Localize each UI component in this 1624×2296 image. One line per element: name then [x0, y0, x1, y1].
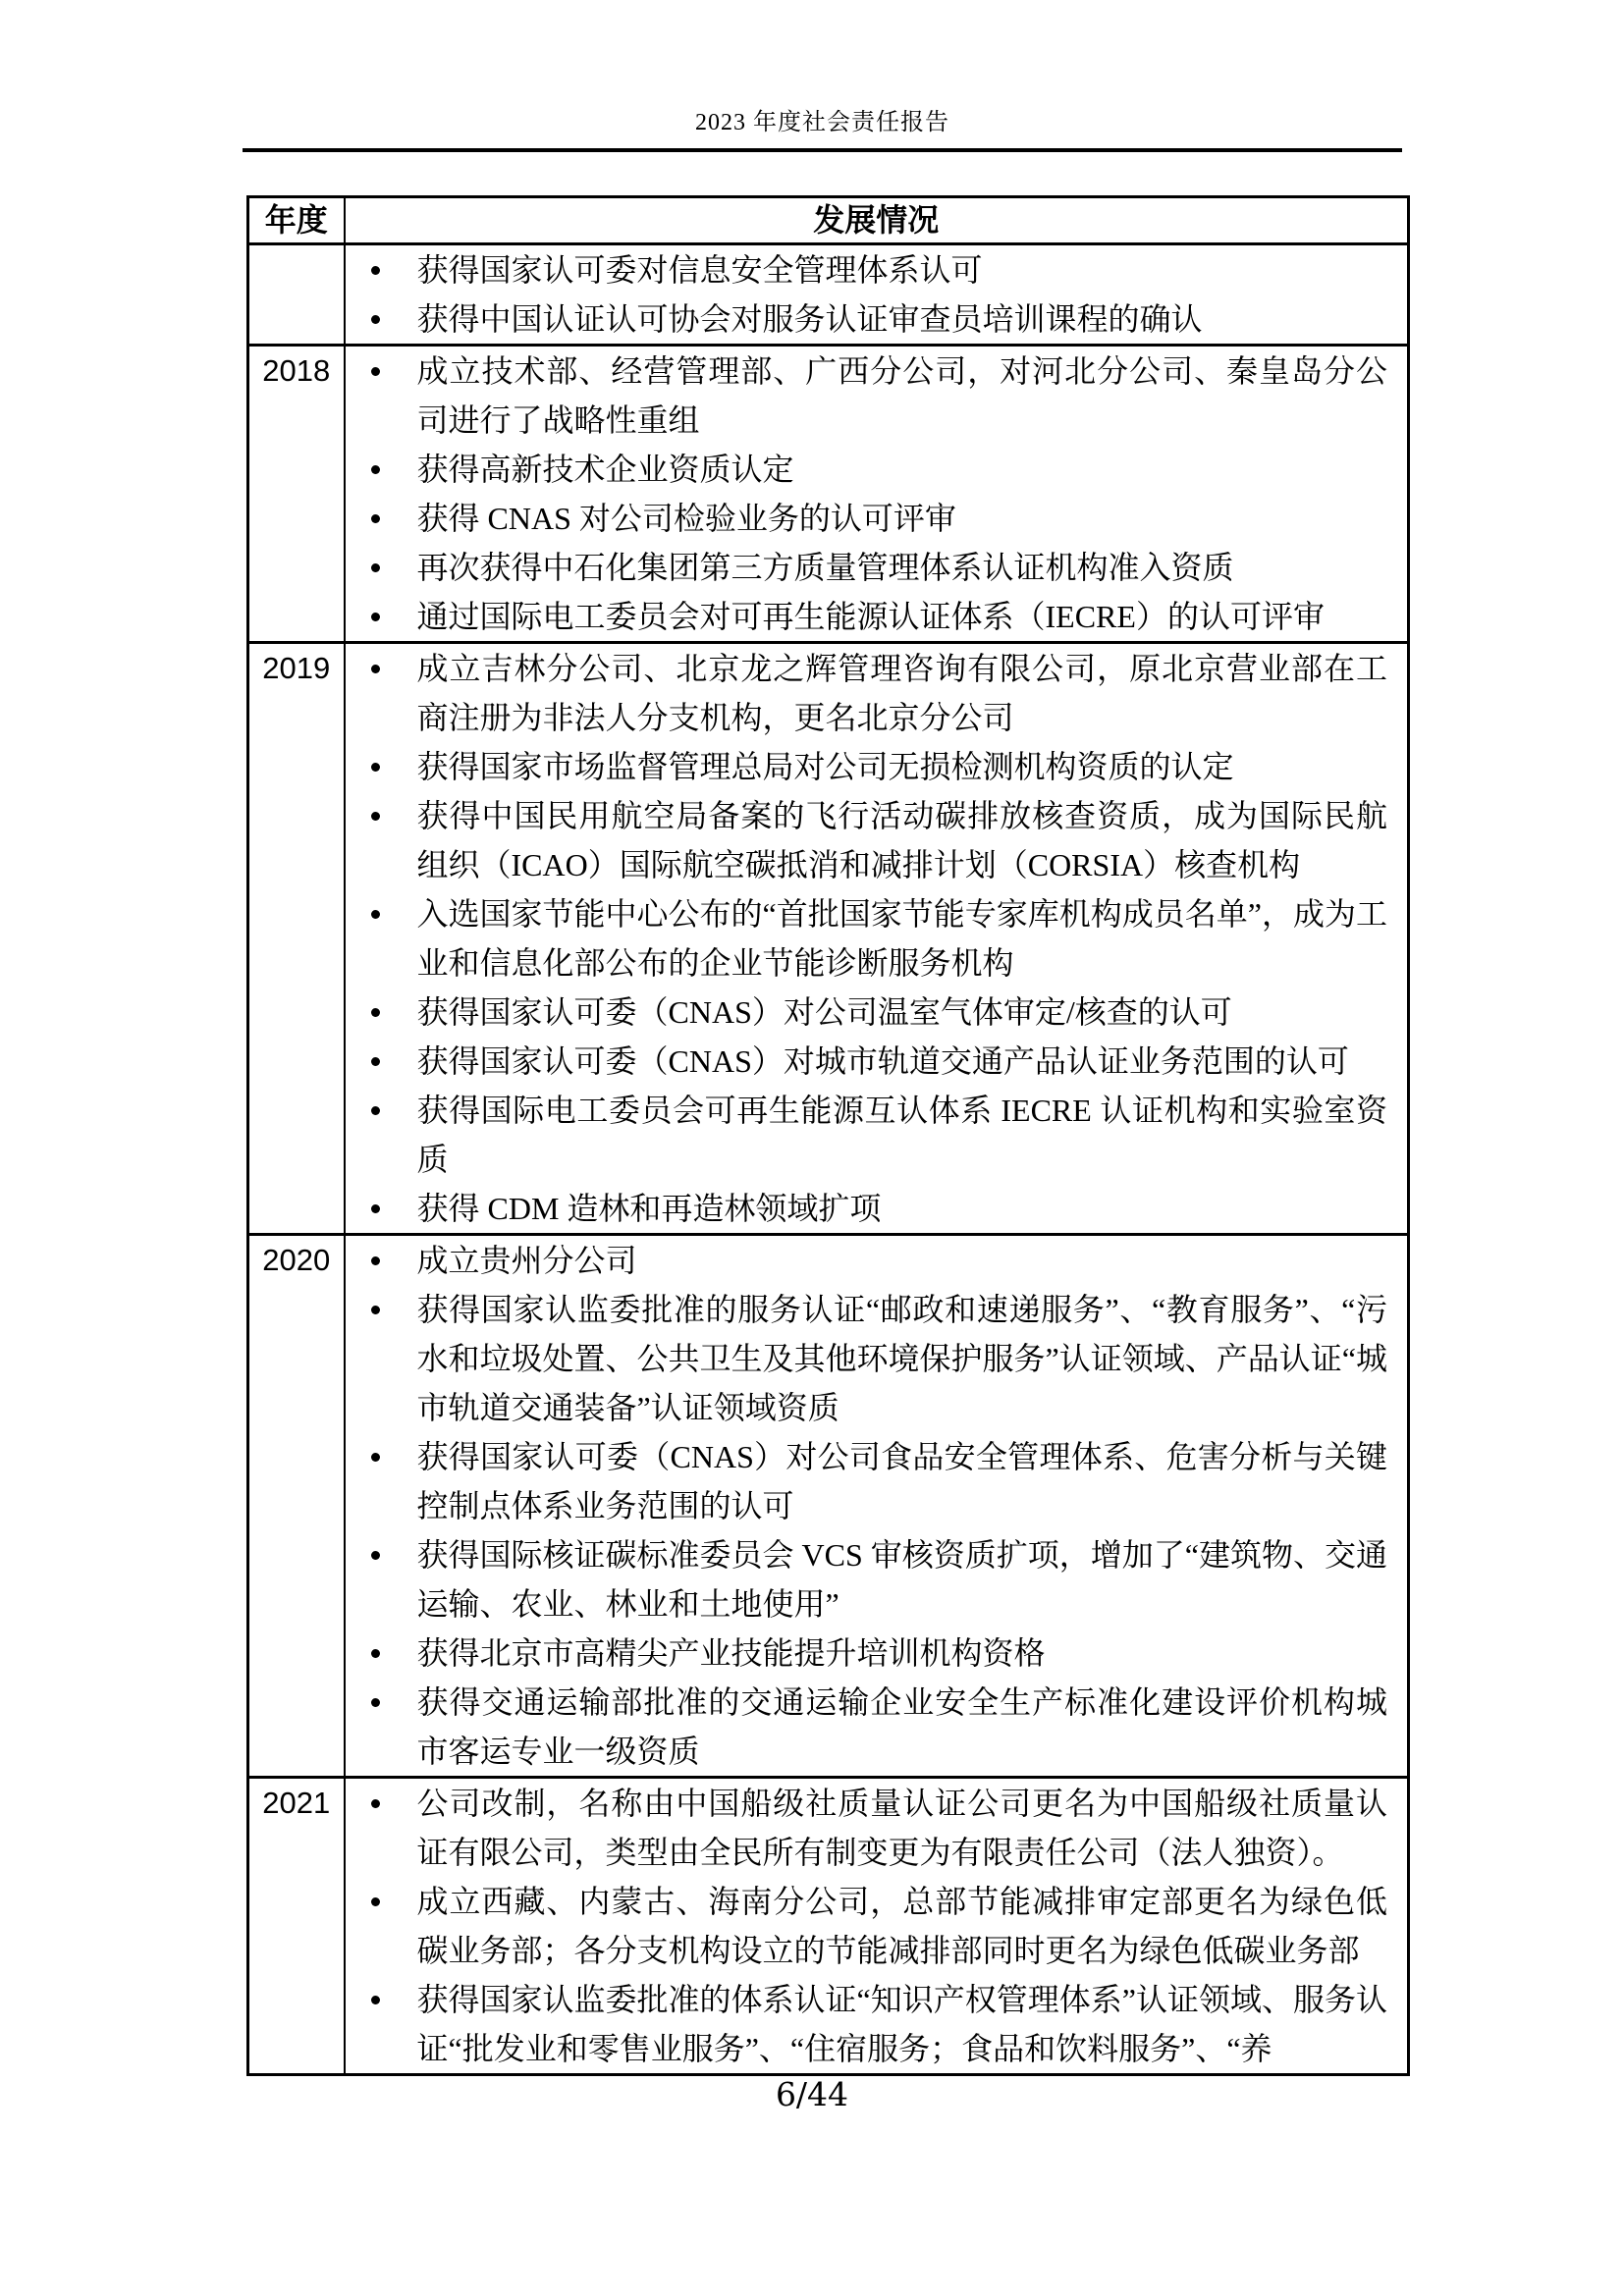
list-item — [346, 742, 1408, 791]
list-item — [346, 1432, 1408, 1530]
bullet-icon — [371, 665, 380, 673]
list-item — [346, 988, 1408, 1037]
list-item — [346, 791, 1408, 889]
table-header-row — [248, 197, 1409, 244]
milestone-text: 获得国家认可委（CNAS）对公司食品安全管理体系、危害分析与关键控制点体系业务范围的认可 — [416, 1439, 1387, 1523]
bullet-icon — [371, 1008, 380, 1017]
page-number: 6/44 — [775, 2075, 849, 2113]
milestone-text: 获得国际电工委员会可再生能源互认体系 IECRE 认证机构和实验室资质 — [416, 1093, 1387, 1177]
list-item — [346, 592, 1408, 641]
header-rule — [243, 148, 1402, 152]
table-row — [248, 244, 1409, 346]
milestone-text: 获得高新技术企业资质认定 — [416, 452, 794, 487]
milestone-text: 成立吉林分公司、北京龙之辉管理咨询有限公司，原北京营业部在工商注册为非法人分支机构，更名北京分公司 — [416, 651, 1387, 735]
bullet-icon — [371, 367, 380, 376]
year-cell — [248, 244, 345, 346]
list-item — [346, 1037, 1408, 1086]
table-row — [248, 1235, 1409, 1778]
milestone-text: 获得国家市场监督管理总局对公司无损检测机构资质的认定 — [416, 749, 1234, 784]
bullet-icon — [371, 266, 380, 275]
milestone-text: 获得国家认监委批准的体系认证“知识产权管理体系”认证领域、服务认证“批发业和零售业服务”、“住宿服务；食品和饮料服务”、“养 — [416, 1982, 1387, 2066]
milestone-text: 获得国家认监委批准的服务认证“邮政和速递服务”、“教育服务”、“污水和垃圾处置、公共卫生及其他环境保护服务”认证领域、产品认证“城市轨道交通装备”认证领域资质 — [416, 1292, 1387, 1425]
list-item — [346, 1086, 1408, 1184]
milestone-text: 获得 CDM 造林和再造林领域扩项 — [416, 1191, 882, 1226]
list-item — [346, 1975, 1408, 2073]
list-item — [346, 294, 1408, 344]
list-item — [346, 1285, 1408, 1432]
bullet-icon — [371, 910, 380, 919]
milestone-text: 入选国家节能中心公布的“首批国家节能专家库机构成员名单”，成为工业和信息化部公布的企业节能诊断服务机构 — [416, 896, 1387, 981]
milestone-text: 获得中国认证认可协会对服务认证审查员培训课程的确认 — [416, 301, 1203, 337]
year-cell: 2019 — [248, 643, 345, 1235]
bullet-icon — [371, 763, 380, 772]
bullet-icon — [371, 514, 380, 523]
development-cell — [345, 1778, 1409, 2075]
bullet-icon — [371, 1698, 380, 1707]
milestone-text: 获得 CNAS 对公司检验业务的认可评审 — [416, 501, 956, 536]
milestone-text: 再次获得中石化集团第三方质量管理体系认证机构准入资质 — [416, 550, 1234, 585]
list-item — [346, 543, 1408, 592]
bullet-icon — [371, 613, 380, 621]
table-row — [248, 1778, 1409, 2075]
list-item — [346, 1629, 1408, 1678]
year-cell: 2021 — [248, 1778, 345, 2075]
development-cell — [345, 643, 1409, 1235]
list-item — [346, 1530, 1408, 1629]
list-item — [346, 445, 1408, 494]
year-cell: 2020 — [248, 1235, 345, 1778]
bullet-icon — [371, 1106, 380, 1115]
milestone-text: 获得国家认可委对信息安全管理体系认可 — [416, 252, 983, 288]
list-item — [346, 1678, 1408, 1776]
milestone-text: 获得国际核证碳标准委员会 VCS 审核资质扩项，增加了“建筑物、交通运输、农业、林业和土地使用” — [416, 1537, 1387, 1622]
list-item — [346, 1779, 1408, 1877]
bullet-icon — [371, 1057, 380, 1066]
bullet-icon — [371, 1453, 380, 1462]
milestone-text: 公司改制，名称由中国船级社质量认证公司更名为中国船级社质量认证有限公司，类型由全民所有制变更为有限责任公司（法人独资）。 — [416, 1786, 1387, 1870]
bullet-icon — [371, 1204, 380, 1213]
bullet-icon — [371, 1256, 380, 1265]
list-item — [346, 889, 1408, 988]
table-row — [248, 643, 1409, 1235]
bullet-icon — [371, 563, 380, 572]
bullet-icon — [371, 1996, 380, 2004]
milestone-text: 获得交通运输部批准的交通运输企业安全生产标准化建设评价机构城市客运专业一级资质 — [416, 1684, 1387, 1769]
milestone-text: 成立西藏、内蒙古、海南分公司，总部节能减排审定部更名为绿色低碳业务部；各分支机构设立的节能减排部同时更名为绿色低碳业务部 — [416, 1884, 1387, 1968]
year-cell: 2018 — [248, 346, 345, 643]
table-row — [248, 346, 1409, 643]
list-item — [346, 245, 1408, 294]
list-item — [346, 644, 1408, 742]
list-item — [346, 1236, 1408, 1285]
year-column-header: 年度 — [248, 197, 345, 244]
milestone-text: 获得国家认可委（CNAS）对城市轨道交通产品认证业务范围的认可 — [416, 1043, 1349, 1079]
bullet-icon — [371, 1306, 380, 1314]
milestone-text: 通过国际电工委员会对可再生能源认证体系（IECRE）的认可评审 — [416, 599, 1325, 634]
milestone-text: 获得国家认可委（CNAS）对公司温室气体审定/核查的认可 — [416, 994, 1232, 1030]
bullet-icon — [371, 1649, 380, 1658]
milestone-text: 成立技术部、经营管理部、广西分公司，对河北分公司、秦皇岛分公司进行了战略性重组 — [416, 353, 1387, 438]
milestone-text: 获得中国民用航空局备案的飞行活动碳排放核查资质，成为国际民航组织（ICAO）国际航空碳抵消和减排计划（CORSIA）核查机构 — [416, 798, 1387, 882]
list-item — [346, 1877, 1408, 1975]
list-item — [346, 1184, 1408, 1233]
page-footer — [0, 2075, 1624, 2113]
bullet-icon — [371, 812, 380, 821]
report-title: 2023 年度社会责任报告 — [695, 110, 949, 135]
development-column-header: 发展情况 — [345, 197, 1409, 244]
bullet-icon — [371, 1799, 380, 1808]
development-cell — [345, 346, 1409, 643]
development-cell — [345, 244, 1409, 346]
bullet-icon — [371, 1897, 380, 1906]
bullet-icon — [371, 315, 380, 324]
development-history-table — [246, 195, 1410, 2076]
bullet-icon — [371, 1551, 380, 1560]
milestone-text: 成立贵州分公司 — [416, 1243, 637, 1278]
milestone-text: 获得北京市高精尖产业技能提升培训机构资格 — [416, 1635, 1046, 1671]
bullet-icon — [371, 465, 380, 474]
list-item — [346, 347, 1408, 445]
list-item — [346, 494, 1408, 543]
development-cell — [345, 1235, 1409, 1778]
